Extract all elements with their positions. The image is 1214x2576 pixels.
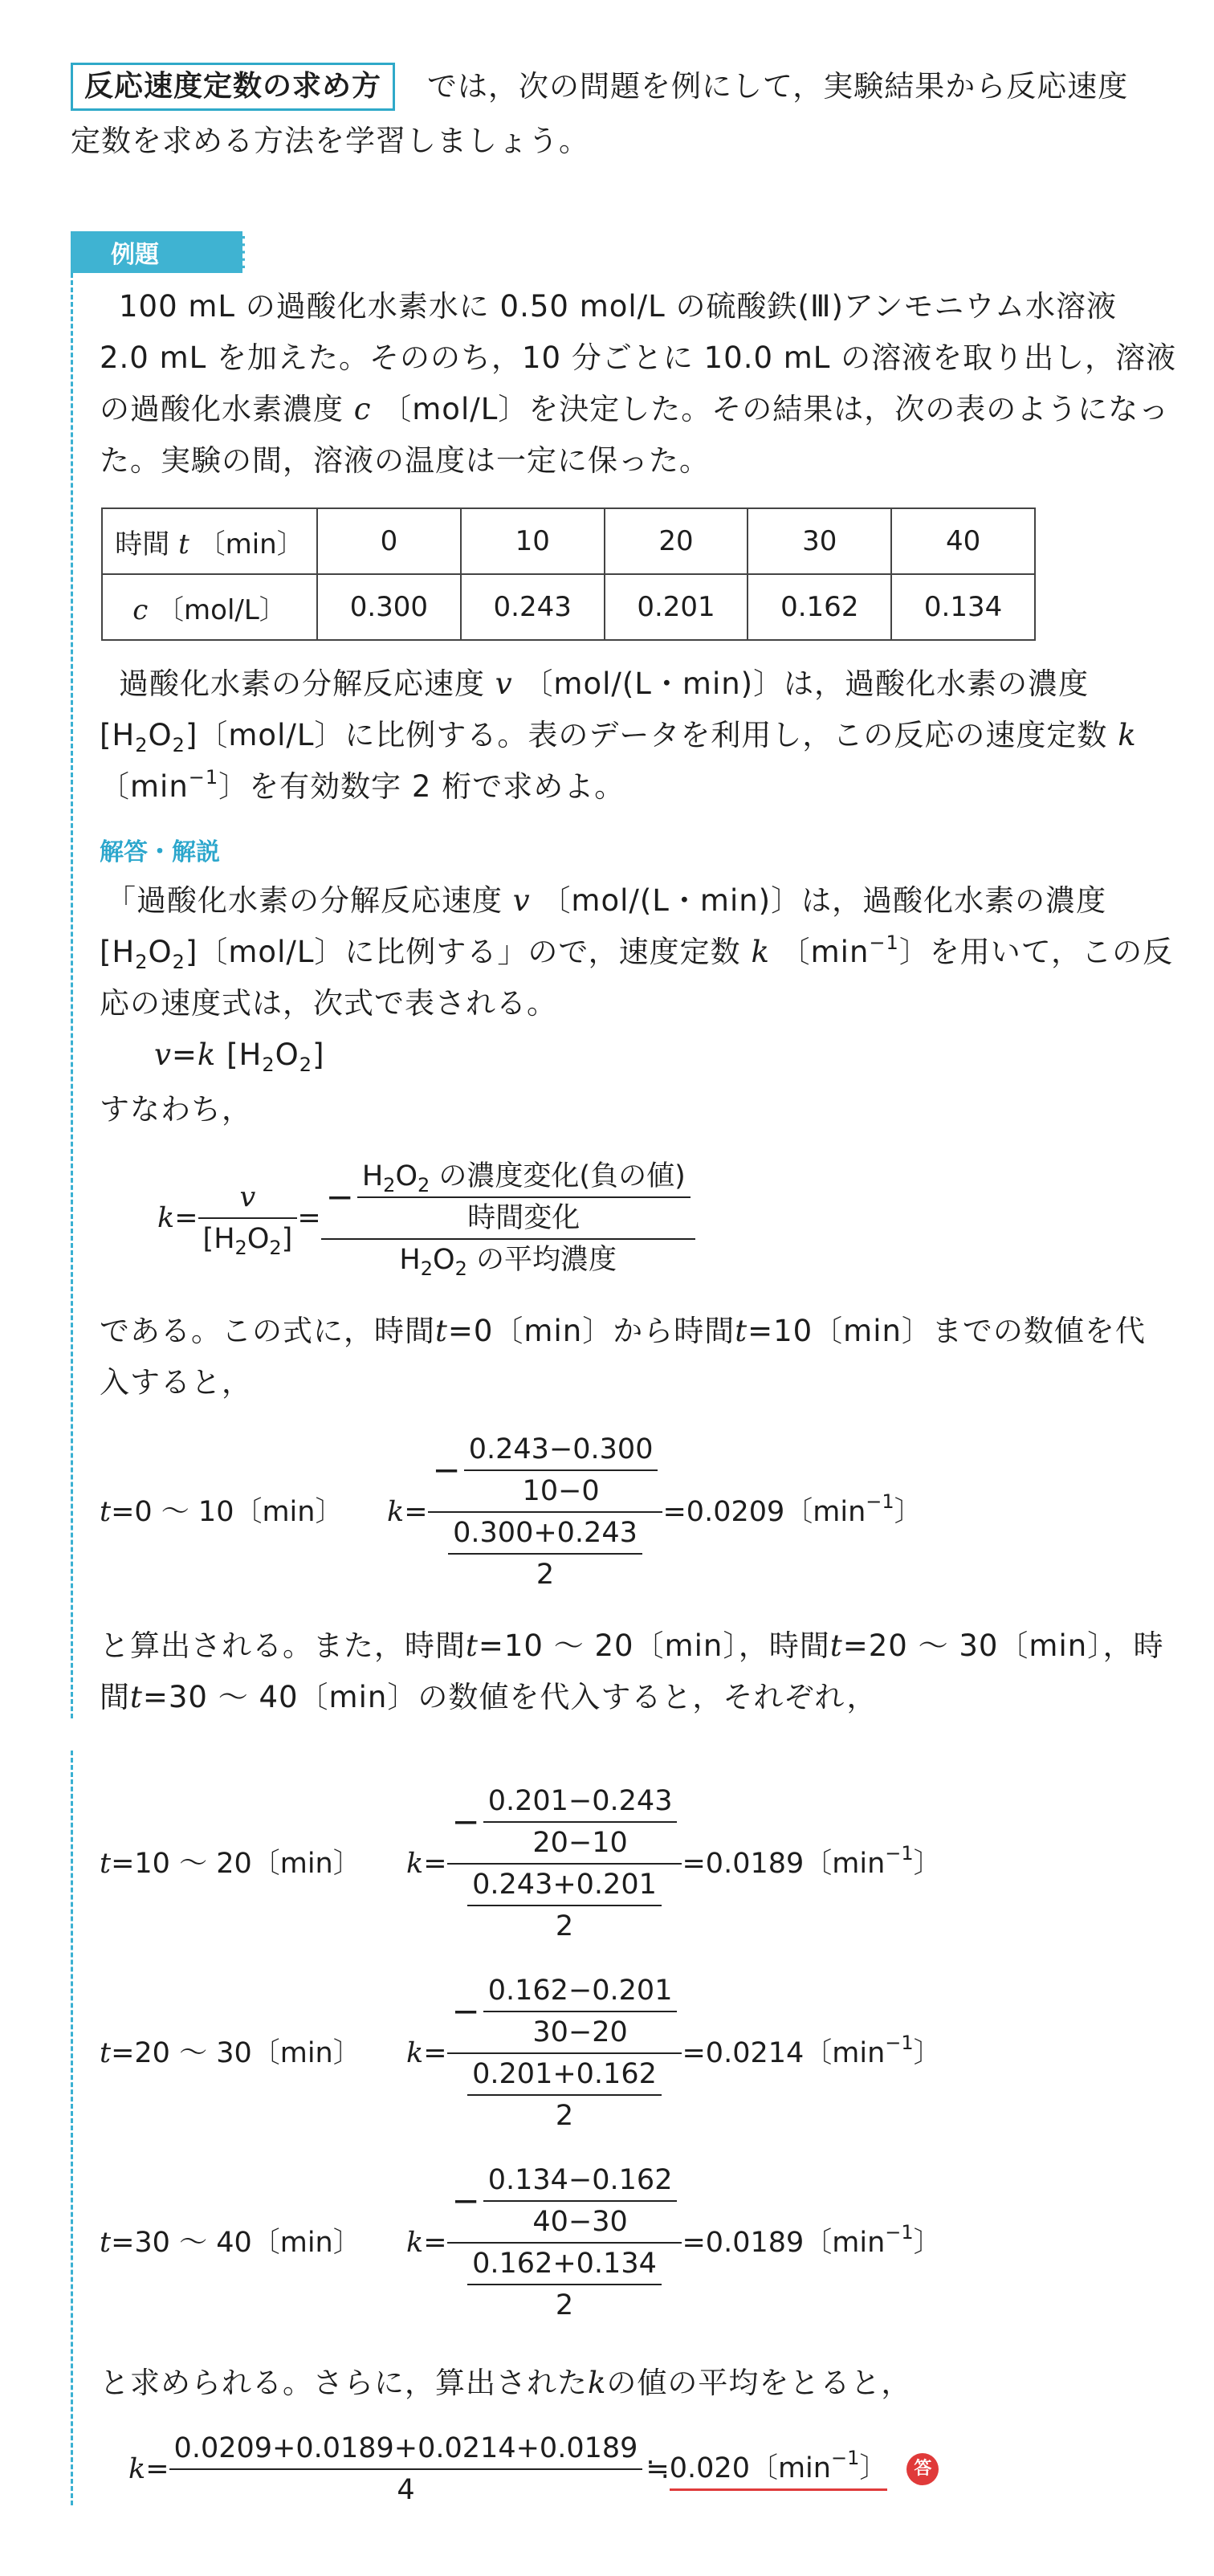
table-cell: 0.201 — [605, 574, 748, 640]
example-tag: 例題 — [71, 231, 245, 273]
table-cell: 20 — [605, 508, 748, 574]
table-cell: 10 — [461, 508, 605, 574]
question-line-2: $[H_2O_2]$〔mol/L〕に比例する。表のデータを利用し，この反応の速度定数 k — [100, 718, 1137, 756]
intro-line-1 — [71, 61, 1128, 112]
table-cell: 30 — [748, 508, 891, 574]
table-cell: 0.162 — [748, 574, 891, 640]
calc-row-1: t=0 〜 10〔min〕 k = − $\frac{0.243-0.300}{10-0}$ $\frac{0.300+0.243}{2}$ =0.0209〔$\min^{-1}$〕 — [100, 1433, 923, 1591]
table-row-conc — [102, 574, 1035, 640]
conclusion-line: と求められる。さらに，算出されたkの値の平均をとると， — [100, 2366, 912, 2400]
intro-line-2: 定数を求める方法を学習しましょう。 — [71, 124, 589, 158]
data-table — [101, 507, 1036, 641]
intro-text-1: では，次の問題を例にして，実験結果から反応速度 — [427, 69, 1129, 104]
question-line-3: 〔$\min^{-1}$〕を有効数字 2 桁で求めよ。 — [100, 766, 625, 804]
table-row-time — [102, 508, 1035, 574]
problem-line-1: 100 mL の過酸化水素水に 0.50 mol/L の硫酸鉄(Ⅲ)アンモニウム水溶液 — [119, 289, 1118, 324]
table-cell: 0.300 — [317, 574, 461, 640]
problem-line-3: の過酸化水素濃度 c 〔mol/L〕を決定した。その結果は，次の表のようになっ — [100, 392, 1170, 426]
table-cell: 0.134 — [891, 574, 1035, 640]
calc-row-2: t=10 〜 20〔min〕 k = − $\frac{0.201-0.243}{20-10}$ $\frac{0.243+0.201}{2}$ =0.0189〔$\min^{-1}$〕 — [100, 1785, 942, 1942]
table-header-conc: c 〔mol/L〕 — [102, 574, 317, 640]
explain-line-2: $[H_2O_2]$〔mol/L〕に比例する」ので，速度定数 k 〔$\min^{-1}$〕を用いて，この反 — [100, 931, 1174, 973]
final-average-equation: k = $\frac{0.0209+0.0189+0.0214+0.0189}{4}$ ≒ 0.020〔$\min^{-1}$〕 答 — [128, 2428, 939, 2510]
explain-line-3: 応の速度式は，次式で表される。 — [100, 986, 557, 1021]
final-answer: 0.020〔$\min^{-1}$〕 — [670, 2448, 888, 2491]
answer-mark-icon: 答 — [906, 2453, 939, 2485]
sunawachi-text: すなわち， — [100, 1092, 252, 1127]
middle-line-1: と算出される。また，時間t=10 〜 20〔min〕，時間t=20 〜 30〔min〕，時 — [100, 1628, 1164, 1663]
explain-line-1: 「過酸化水素の分解反応速度 v 〔mol/(L・min)〕は，過酸化水素の濃度 — [106, 883, 1107, 918]
table-cell: 0 — [317, 508, 461, 574]
v-over-h2o2: $\frac{v}{[H_2O_2]}$ — [198, 1177, 298, 1259]
margin-dashed-line-2 — [71, 1751, 73, 2505]
middle-line-2: 間t=30 〜 40〔min〕の数値を代入すると，それぞれ， — [100, 1680, 878, 1714]
substitute-line-2: 入すると， — [100, 1365, 252, 1400]
problem-line-4: た。実験の間，溶液の温度は一定に保った。 — [100, 443, 710, 478]
substitute-line-1: である。この式に，時間t=0〔min〕から時間t=10〔min〕までの数値を代 — [100, 1314, 1146, 1348]
problem-line-2: 2.0 mL を加えた。そののち，10 分ごとに 10.0 mL の溶液を取り出し，溶液 — [100, 340, 1177, 375]
table-cell: 0.243 — [461, 574, 605, 640]
margin-dashed-line-1 — [71, 273, 73, 1718]
k-definition-fraction: − $\frac{H_2O_2 の濃度変化(負の値)}{\text{時間変化}}$ $H_2O_2$ の平均濃度 — [321, 1156, 695, 1280]
rate-equation: v=k $[H_2O_2]$ — [154, 1037, 325, 1076]
table-cell: 40 — [891, 508, 1035, 574]
table-header-time: 時間 t 〔min〕 — [102, 508, 317, 574]
question-line-1: 過酸化水素の分解反応速度 v 〔mol/(L・min)〕は，過酸化水素の濃度 — [119, 666, 1090, 701]
section-title-box: 反応速度定数の求め方 — [71, 63, 395, 111]
k-definition: k = $\frac{v}{[H_2O_2]}$ = − $\frac{H_2O_2 の濃度変化(負の値)}{\text{時間変化}}$ $H_2O_2$ の平均濃度 — [157, 1156, 695, 1280]
calc-row-3: t=20 〜 30〔min〕 k = − $\frac{0.162-0.201}{30-20}$ $\frac{0.201+0.162}{2}$ =0.0214〔$\min^{-1}$〕 — [100, 1975, 942, 2132]
answer-heading: 解答・解説 — [100, 838, 220, 866]
calc-row-4: t=30 〜 40〔min〕 k = − $\frac{0.134-0.162}{40-30}$ $\frac{0.162+0.134}{2}$ =0.0189〔$\min^{-1}$〕 — [100, 2164, 942, 2321]
